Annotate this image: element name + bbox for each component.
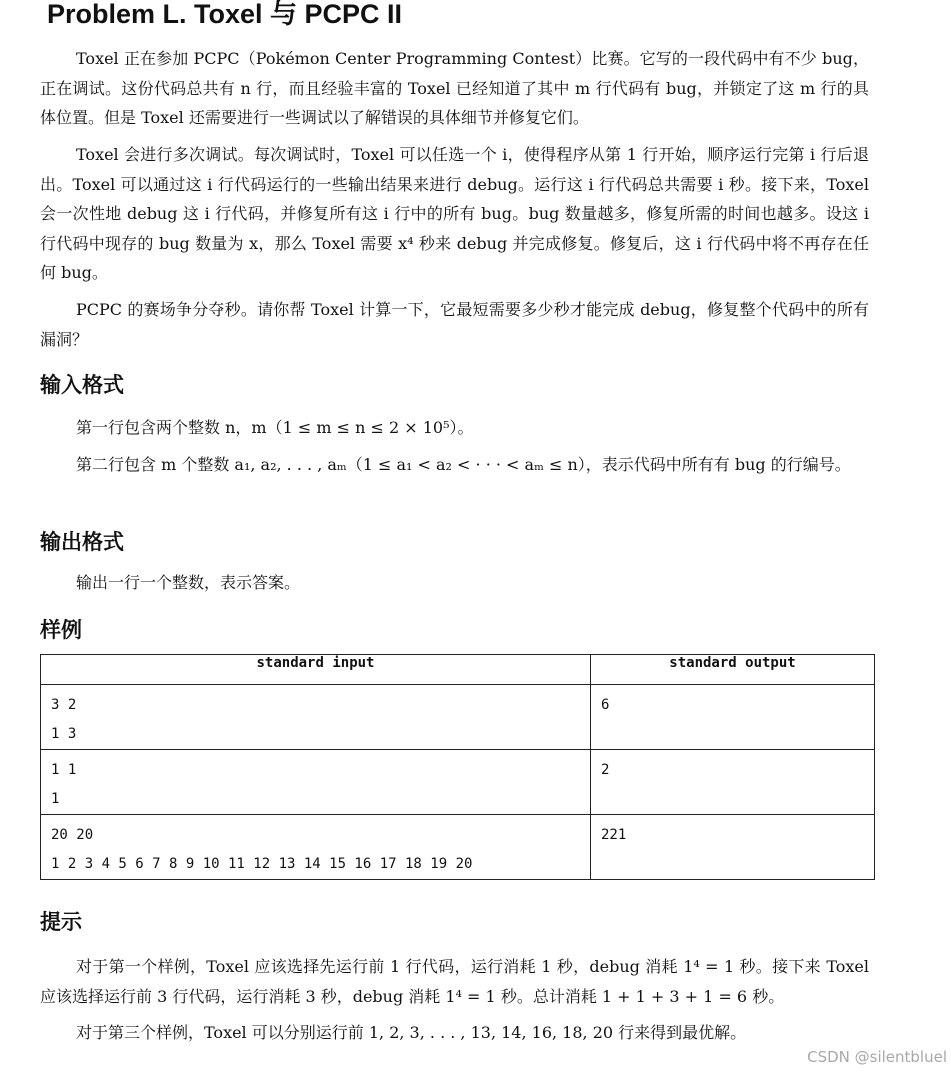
sample-input-line: 1 1	[51, 762, 77, 778]
sample-row-3	[41, 815, 875, 880]
output-format-heading: 输出格式	[40, 530, 124, 554]
samples-table	[40, 654, 875, 880]
sample-input-line: 1 3	[51, 726, 77, 742]
sample-output-line: 6	[601, 697, 610, 713]
sample-input-cell	[41, 815, 591, 880]
sample-output-line: 2	[601, 762, 610, 778]
description-paragraph-1: Toxel 正在参加 PCPC（Pokémon Center Programming Contest）比赛。它写的一段代码中有不少 bug，正在调试。这份代码总共有 n 行，而且经验丰富的 Toxel 已经知道了其中 m 行代码有 bug，并锁定了这 m 行的具体位置。但是 Toxel 还需要进行一些调试以了解错误的具体细节并修复它们。	[40, 49, 869, 127]
hint-paragraph-2: 对于第三个样例，Toxel 可以分别运行前 1, 2, 3, . . . , 13, 14, 16, 18, 20 行来得到最优解。	[76, 1023, 747, 1042]
sample-output-cell	[591, 750, 875, 815]
sample-input-line: 1	[51, 791, 60, 807]
sample-row-1	[41, 685, 875, 750]
description-paragraph-3: PCPC 的赛场争分夺秒。请你帮 Toxel 计算一下，它最短需要多少秒才能完成 debug，修复整个代码中的所有漏洞？	[40, 300, 869, 349]
hint-heading: 提示	[40, 910, 82, 934]
output-format-line-1: 输出一行一个整数，表示答案。	[76, 573, 301, 592]
samples-heading: 样例	[40, 618, 82, 642]
hint-paragraph-1: 对于第一个样例，Toxel 应该选择先运行前 1 行代码，运行消耗 1 秒，debug 消耗 1⁴ = 1 秒。接下来 Toxel 应该选择运行前 3 行代码，运行消耗 3 秒，debug 消耗 1⁴ = 1 秒。总计消耗 1 + 1 + 3 + 1 = 6 秒。	[40, 957, 869, 1006]
sample-output-cell	[591, 815, 875, 880]
sample-output-line: 221	[601, 827, 627, 843]
samples-header-output: standard output	[591, 655, 875, 685]
description-paragraph-2: Toxel 会进行多次调试。每次调试时，Toxel 可以任选一个 i，使得程序从第 1 行开始，顺序运行完第 i 行后退出。Toxel 可以通过这 i 行代码运行的一些输出结果来进行 debug。运行这 i 行代码总共需要 i 秒。接下来，Toxel 会一次性地 debug 这 i 行代码，并修复所有这 i 行中的所有 bug。bug 数量越多，修复所需的时间也越多。设这 i 行代码中现存的 bug 数量为 x，那么 Toxel 需要 x⁴ 秒来 debug 并完成修复。修复后，这 i 行代码中将不再存在任何 bug。	[40, 145, 869, 282]
sample-input-cell	[41, 685, 591, 750]
input-format-line-2: 第二行包含 m 个整数 a₁, a₂, . . . , aₘ（1 ≤ a₁ < a₂ < · · · < aₘ ≤ n），表示代码中所有有 bug 的行编号。	[76, 455, 851, 474]
sample-input-line: 20 20	[51, 827, 94, 843]
input-format-line-1: 第一行包含两个整数 n，m（1 ≤ m ≤ n ≤ 2 × 10⁵）。	[76, 418, 474, 437]
samples-header-input: standard input	[41, 655, 591, 685]
sample-row-2	[41, 750, 875, 815]
sample-input-line: 3 2	[51, 697, 77, 713]
sample-input-cell	[41, 750, 591, 815]
sample-output-cell	[591, 685, 875, 750]
input-format-heading: 输入格式	[40, 373, 124, 397]
problem-title: Problem L. Toxel 与 PCPC II	[47, 0, 403, 29]
csdn-watermark: CSDN @silentbluel	[807, 1048, 947, 1066]
sample-input-line: 1 2 3 4 5 6 7 8 9 10 11 12 13 14 15 16 17 18 19 20	[51, 856, 473, 872]
